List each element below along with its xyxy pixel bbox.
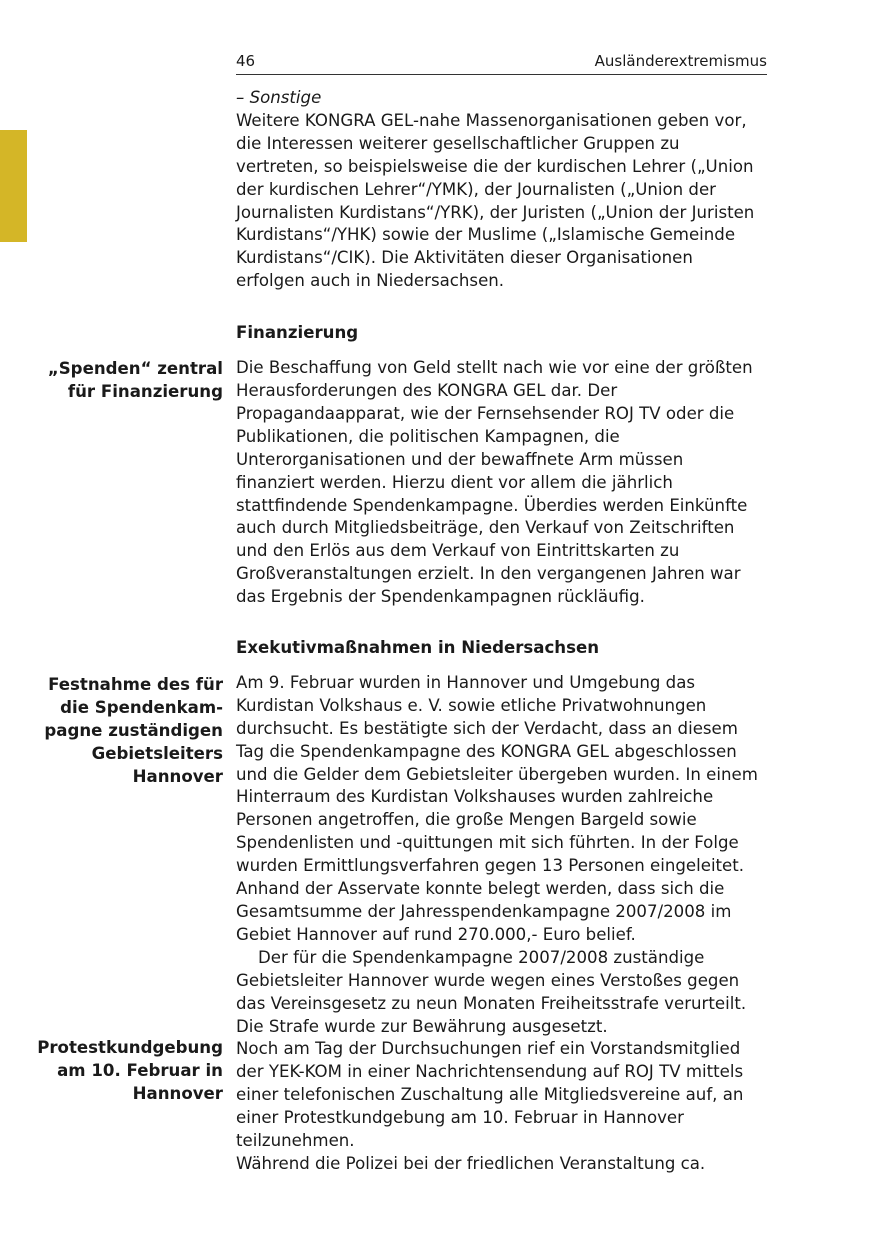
paragraph-exekutiv-1: Am 9. Februar wurden in Hannover und Umgebung das Kurdistan Volkshaus e. V. sowie etliche Privatwohnungen durchsucht. Es bestätigte sich der Verdacht, dass an diesem Tag die Spendenkampagne des KONGRA GEL abgeschlossen und die Gelder dem Gebietsleiter übergeben wurden. In einem Hinterraum des Kurdistan Volkshauses wurden zahlreiche Personen angetroffen, die große Mengen Bargeld sowie Spendenlisten und -quittungen mit sich führten. In der Folge wurden Ermittlungsverfahren gegen 13 Personen eingeleitet. Anhand der Asservate konnte belegt werden, dass sich die Gesamtsumme der Jahresspendenkampagne 2007/2008 im Gebiet Hannover auf rund 270.000,- Euro belief. [236, 672, 758, 944]
heading-exekutivmassnahmen: Exekutivmaßnahmen in Niedersachsen [236, 638, 600, 658]
margin-note-festnahme: Festnahme des für die Spendenkam-pagne zuständigen Gebietsleiters Hannover [44, 675, 223, 786]
page-number: 46 [236, 52, 256, 70]
margin-note-protest: Protestkundgebung am 10. Februar in Hannover [37, 1038, 223, 1103]
chapter-tab-marker [0, 130, 27, 242]
paragraph-protest: Noch am Tag der Durchsuchungen rief ein Vorstandsmitglied der YEK-KOM in einer Nachrichtensendung auf ROJ TV mittels einer telefonischen Zuschaltung alle Mitgliedsvereine auf, an einer Protestkundgebung am 10. Februar in Hannover teilzunehmen. [236, 1039, 744, 1151]
main-text-column [236, 87, 767, 1176]
running-title: Ausländerextremismus [594, 52, 767, 70]
section-label-sonstige: – Sonstige [236, 88, 322, 107]
paragraph-sonstige: Weitere KONGRA GEL-nahe Massenorganisationen geben vor, die Interessen weiterer gesellschaftlicher Gruppen zu vertreten, so beispielsweise die der kurdischen Lehrer („Union der kurdischen Lehrer“/YMK), der Journalisten („Union der Journalisten Kurdistans“/YRK), der Juristen („Union der Juristen Kurdistans“/YHK) sowie der Muslime („Islamische Gemeinde Kurdistans“/CIK). Die Aktivitäten dieser Organisationen erfolgen auch in Niedersachsen. [236, 110, 755, 291]
paragraph-finanzierung: Die Beschaffung von Geld stellt nach wie vor eine der größten Herausforderungen des KONGRA GEL dar. Der Propagandaapparat, wie der Fernsehsender ROJ TV oder die Publikationen, die politischen Kampagnen, die Unterorganisationen und der bewaffnete Arm müssen finanziert werden. Hierzu dient vor allem die jährlich stattfindende Spendenkampagne. Überdies werden Einkünfte auch durch Mitgliedsbeiträge, den Verkauf von Zeitschriften und den Erlös aus dem Verkauf von Eintrittskarten zu Großveranstaltungen erzielt. In den vergangenen Jahren war das Ergebnis der Spendenkampagnen rückläufig. [236, 358, 753, 607]
margin-note-spenden: „Spenden“ zentral für Finanzierung [47, 359, 223, 401]
heading-finanzierung: Finanzierung [236, 323, 359, 343]
paragraph-exekutiv-2: Der für die Spendenkampagne 2007/2008 zuständige Gebietsleiter Hannover wurde wegen eines Verstoßes gegen das Vereinsgesetz zu neun Monaten Freiheitsstrafe verurteilt. Die Strafe wurde zur Bewährung ausgesetzt. [236, 947, 747, 1036]
paragraph-last-line: Während die Polizei bei der friedlichen Veranstaltung ca. [236, 1153, 706, 1173]
page-header [236, 50, 767, 75]
